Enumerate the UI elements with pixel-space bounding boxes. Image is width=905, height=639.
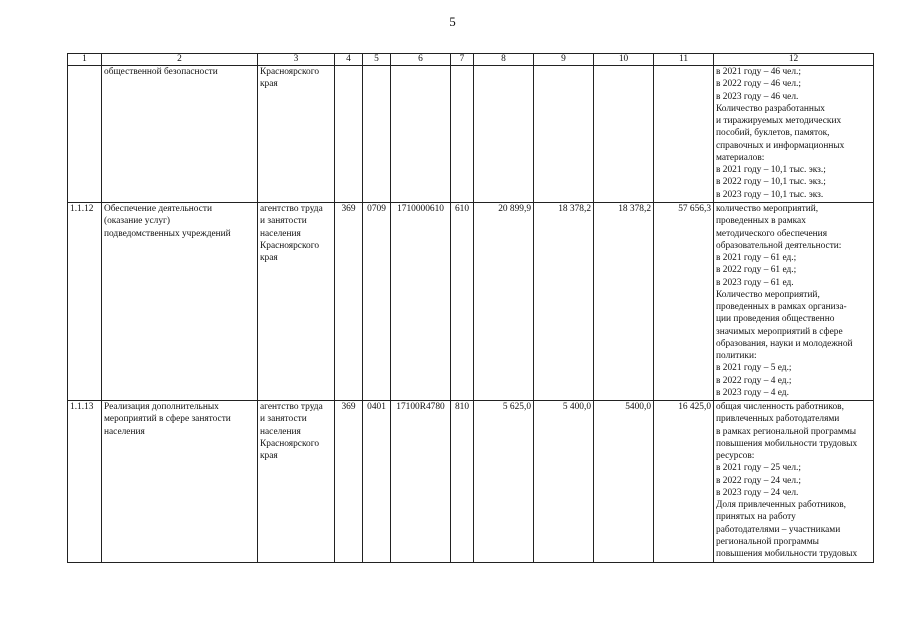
- vr-code: 610: [451, 203, 474, 401]
- page-number: 5: [449, 14, 456, 29]
- header-col-3: 3: [258, 54, 335, 66]
- row-number: [68, 66, 102, 203]
- header-col-10: 10: [594, 54, 654, 66]
- expected-result: количество мероприятий, проведенных в рамках методического обеспечения образовательной деятельности: в 2021 году – 61 ед.; в 2022 году – 61 ед.; в 2023 году – 61 ед. Количество мероприятий, проведенных в рамках организа- ции проведения общественно значимых мероприятий в сфере образования, науки и молодежной политики: в 2021 году – 5 ед.; в 2022 году – 4 ед.; в 2023 году – 4 ед.: [714, 203, 874, 401]
- vr-code: [451, 66, 474, 203]
- executor: агентство труда и занятости населения Красноярского края: [258, 401, 335, 563]
- amount-2021: 20 899,9: [474, 203, 534, 401]
- rzpr-code: 0401: [363, 401, 391, 563]
- header-col-1: 1: [68, 54, 102, 66]
- csr-code: 17100R4780: [391, 401, 451, 563]
- amount-2023: 5400,0: [594, 401, 654, 563]
- vr-code: 810: [451, 401, 474, 563]
- row-number: 1.1.12: [68, 203, 102, 401]
- amount-total: [654, 66, 714, 203]
- budget-table: [67, 53, 874, 563]
- header-col-5: 5: [363, 54, 391, 66]
- amount-2022: 18 378,2: [534, 203, 594, 401]
- activity-name: Обеспечение деятельности (оказание услуг) подведомственных учреждений: [102, 203, 258, 401]
- amount-total: 16 425,0: [654, 401, 714, 563]
- grbs-code: 369: [335, 401, 363, 563]
- header-col-4: 4: [335, 54, 363, 66]
- grbs-code: 369: [335, 203, 363, 401]
- header-col-2: 2: [102, 54, 258, 66]
- amount-2023: [594, 66, 654, 203]
- expected-result: в 2021 году – 46 чел.; в 2022 году – 46 чел.; в 2023 году – 46 чел. Количество разработанных и тиражируемых методических пособий, буклетов, памяток, справочных и информационных материалов: в 2021 году – 10,1 тыс. экз.; в 2022 году – 10,1 тыс. экз.; в 2023 году – 10,1 тыс. экз.: [714, 66, 874, 203]
- amount-2021: [474, 66, 534, 203]
- amount-total: 57 656,3: [654, 203, 714, 401]
- csr-code: 1710000610: [391, 203, 451, 401]
- csr-code: [391, 66, 451, 203]
- table-row: [68, 203, 874, 401]
- rzpr-code: 0709: [363, 203, 391, 401]
- header-col-7: 7: [451, 54, 474, 66]
- activity-name: Реализация дополнительных мероприятий в сфере занятости населения: [102, 401, 258, 563]
- amount-2022: 5 400,0: [534, 401, 594, 563]
- header-col-11: 11: [654, 54, 714, 66]
- header-row: [68, 54, 874, 66]
- activity-name: общественной безопасности: [102, 66, 258, 203]
- executor: Красноярского края: [258, 66, 335, 203]
- expected-result: общая численность работников, привлеченных работодателями в рамках региональной программы повышения мобильности трудовых ресурсов: в 2021 году – 25 чел.; в 2022 году – 24 чел.; в 2023 году – 24 чел. Доля привлеченных работников, принятых на работу работодателями – участниками региональной программы повышения мобильности трудовых: [714, 401, 874, 563]
- header-col-12: 12: [714, 54, 874, 66]
- table-row: [68, 401, 874, 563]
- amount-2021: 5 625,0: [474, 401, 534, 563]
- amount-2022: [534, 66, 594, 203]
- rzpr-code: [363, 66, 391, 203]
- header-col-9: 9: [534, 54, 594, 66]
- row-number: 1.1.13: [68, 401, 102, 563]
- grbs-code: [335, 66, 363, 203]
- header-col-8: 8: [474, 54, 534, 66]
- executor: агентство труда и занятости населения Красноярского края: [258, 203, 335, 401]
- header-col-6: 6: [391, 54, 451, 66]
- table-row: [68, 66, 874, 203]
- amount-2023: 18 378,2: [594, 203, 654, 401]
